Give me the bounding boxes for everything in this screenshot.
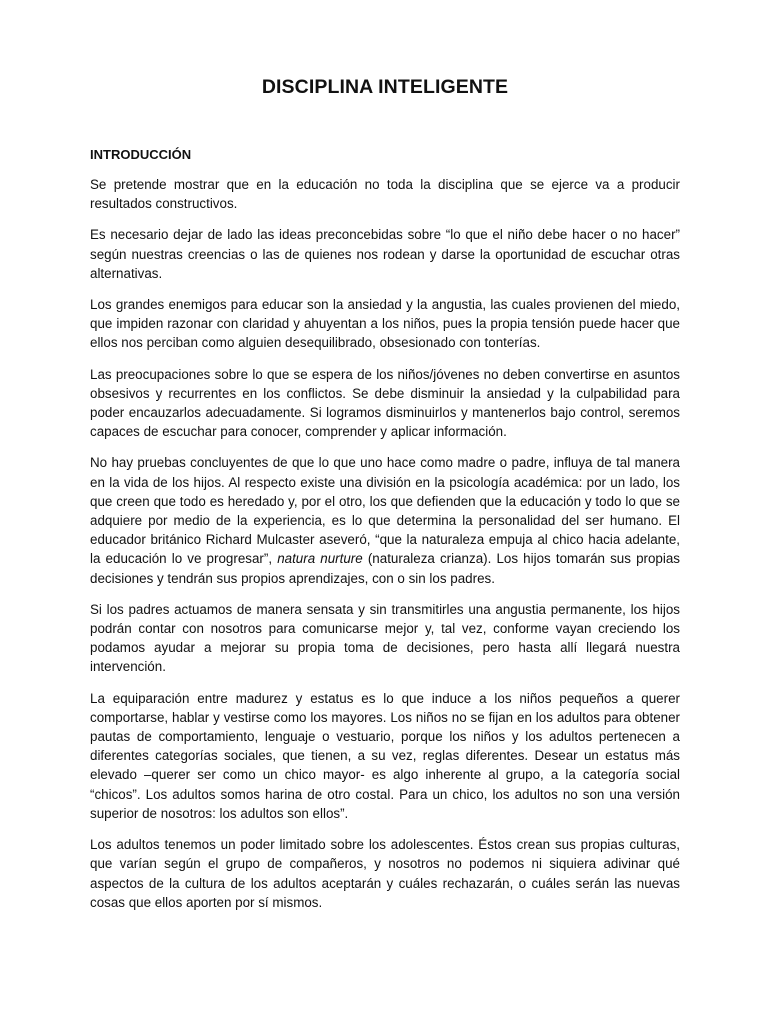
document-title: DISCIPLINA INTELIGENTE: [261, 76, 509, 98]
section-heading-introduccion: INTRODUCCIÓN: [90, 147, 192, 162]
paragraph-3: Los grandes enemigos para educar son la ansiedad y la angustia, las cuales provienen del miedo, que impiden razonar con claridad y ahuyentan a los niños, pues la propia tensión puede hacer que ellos nos perciban como alguien desequilibrado, obsesionado con tonterías.: [90, 297, 680, 351]
paragraph-7: La equiparación entre madurez y estatus es lo que induce a los niños pequeños a querer comportarse, hablar y vestirse como los mayores. Los niños no se fijan en los adultos para obtener pautas de comportamiento, lenguaje o vestuario, porque los niños y los adultos pertenecen a diferentes categorías sociales, que tienen, a su vez, reglas diferentes. Desear un estatus más elevado –querer ser como un chico mayor- es algo inherente al grupo, a la categoría social “chicos”. Los adultos somos harina de otro costal. Para un chico, los adultos no son una versión superior de nosotros: los adultos son ellos”.: [90, 690, 680, 821]
paragraph-5-italic-term: natura nurture: [277, 551, 363, 567]
document-page: [90, 0, 680, 912]
paragraph-5-text-after: (naturaleza crianza). Los hijos tomarán sus propias decisiones y tendrán sus propios aprendizajes, con o sin los padres.: [90, 551, 680, 586]
paragraph-1: Se pretende mostrar que en la educación no toda la disciplina que se ejerce va a producir resultados constructivos.: [90, 177, 680, 212]
paragraph-6: Si los padres actuamos de manera sensata y sin transmitirles una angustia permanente, los hijos podrán contar con nosotros para comunicarse mejor y, tal vez, conforme vayan creciendo los podamos ayudar a mejorar su propia toma de decisiones, pero hasta allí llegará nuestra intervención.: [90, 601, 680, 675]
paragraph-5: [90, 453, 680, 587]
paragraph-8: Los adultos tenemos un poder limitado sobre los adolescentes. Éstos crean sus propias culturas, que varían según el grupo de compañeros, y nosotros no podemos ni siquiera adivinar qué aspectos de la cultura de los adultos aceptarán y cuáles rechazarán, o cuáles serán las nuevas cosas que ellos aporten por sí mismos.: [90, 837, 680, 910]
paragraph-2: Es necesario dejar de lado las ideas preconcebidas sobre “lo que el niño debe hacer o no hacer” según nuestras creencias o las de quienes nos rodean y darse la oportunidad de escuchar otras alternativas.: [90, 227, 680, 281]
paragraph-5-text-before: No hay pruebas concluyentes de que lo que uno hace como madre o padre, influya de tal manera en la vida de los hijos. Al respecto existe una división en la psicología académica: por un lado, los que creen que todo es heredado y, por el otro, los que defienden que la educación y todo lo que se adquiere por medio de la experiencia, es lo que determina la personalidad del ser humano. El educador británico Richard Mulcaster aseveró, “que la naturaleza empuja al chico hacia adelante, la educación lo ve progresar”,: [90, 455, 680, 567]
paragraph-4: Las preocupaciones sobre lo que se espera de los niños/jóvenes no deben convertirse en asuntos obsesivos y recurrentes en los conflictos. Se debe disminuir la ansiedad y la culpabilidad para poder encauzarlos adecuadamente. Si logramos disminuirlos y mantenerlos bajo control, seremos capaces de escuchar para conocer, comprender y aplicar información.: [90, 366, 680, 440]
